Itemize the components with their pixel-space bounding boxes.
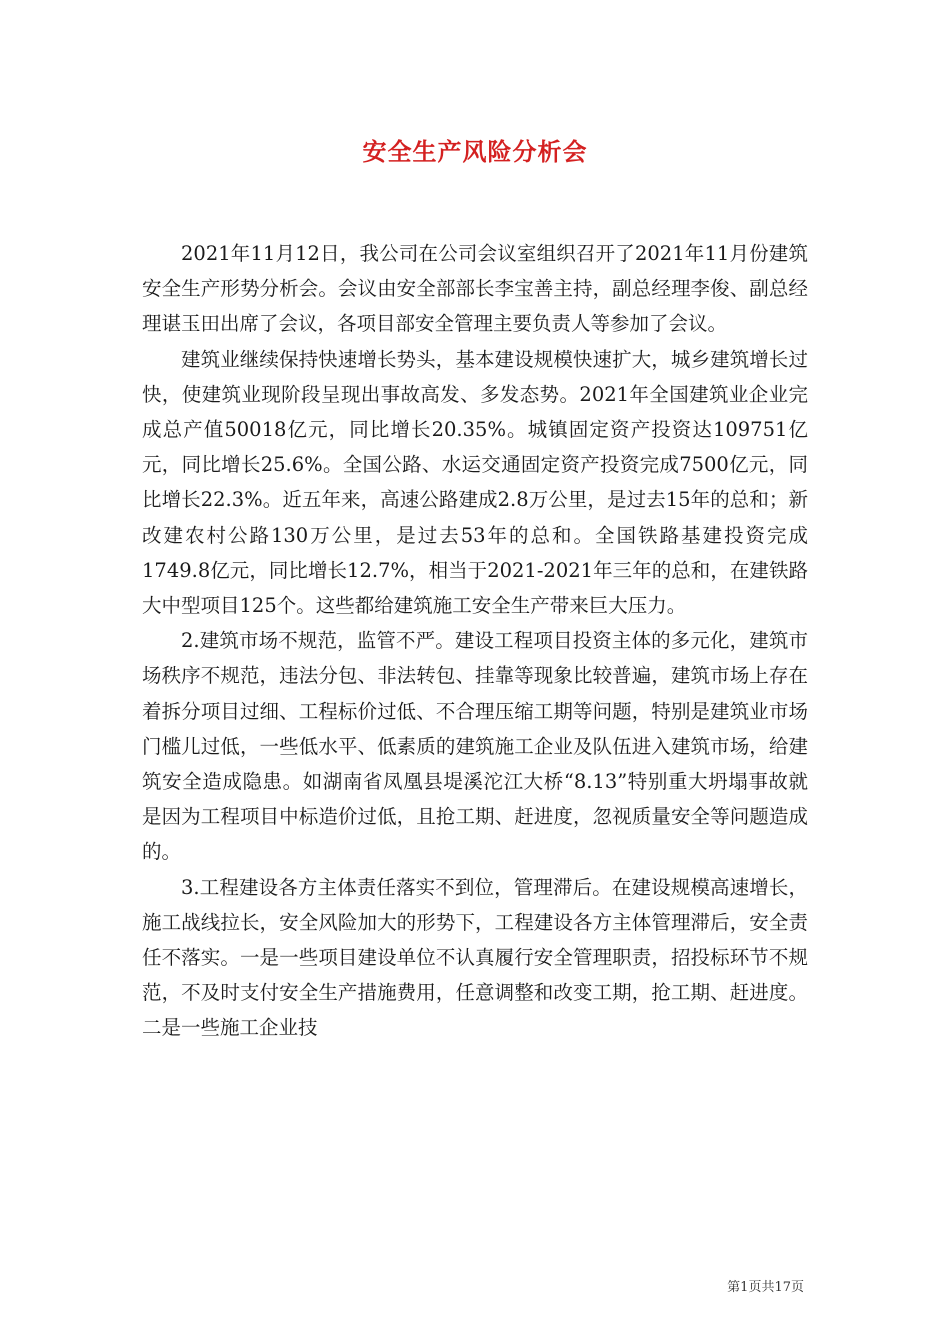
paragraph-responsibility: 3.工程建设各方主体责任落实不到位，管理滞后。在建设规模高速增长，施工战线拉长，安全风险加大的形势下，工程建设各方主体管理滞后，安全责任不落实。一是一些项目建设单位不认真履行安全管理职责，招投标环节不规范，不及时支付安全生产措施费用，任意调整和改变工期，抢工期、赶进度。二是一些施工企业技 [142,875,808,1040]
document-body [142,236,808,1046]
paragraph-market-irregular: 2.建筑市场不规范，监管不严。建设工程项目投资主体的多元化，建筑市场秩序不规范，违法分包、非法转包、挂靠等现象比较普遍，建筑市场上存在着拆分项目过细、工程标价过低、不合理压缩工期等问题，特别是建筑业市场门槛儿过低，一些低水平、低素质的建筑施工企业及队伍进入建筑市场，给建筑安全造成隐患。如湖南省凤凰县堤溪沱江大桥“8.13”特别重大坍塌事故就是因为工程项目中标造价过低，且抢工期、赶进度，忽视质量安全等问题造成的。 [142,629,808,864]
document-title: 安全生产风险分析会 [362,137,588,166]
page-number: 第1页共17页 [727,1280,804,1295]
paragraph-meeting-intro: 2021年11月12日，我公司在公司会议室组织召开了2021年11月份建筑安全生产形势分析会。会议由安全部部长李宝善主持，副总经理李俊、副总经理谌玉田出席了会议，各项目部安全管理主要负责人等参加了会议。 [142,242,808,336]
paragraph-industry-growth: 建筑业继续保持快速增长势头，基本建设规模快速扩大，城乡建筑增长过快，使建筑业现阶段呈现出事故高发、多发态势。2021年全国建筑业企业完成总产值50018亿元，同比增长20.35%。城镇固定资产投资达109751亿元，同比增长25.6%。全国公路、水运交通固定资产投资完成7500亿元，同比增长22.3%。近五年来，高速公路建成2.8万公里，是过去15年的总和；新改建农村公路130万公里，是过去53年的总和。全国铁路基建投资完成1749.8亿元，同比增长12.7%，相当于2021-2021年三年的总和，在建铁路大中型项目125个。这些都给建筑施工安全生产带来巨大压力。 [142,347,808,618]
